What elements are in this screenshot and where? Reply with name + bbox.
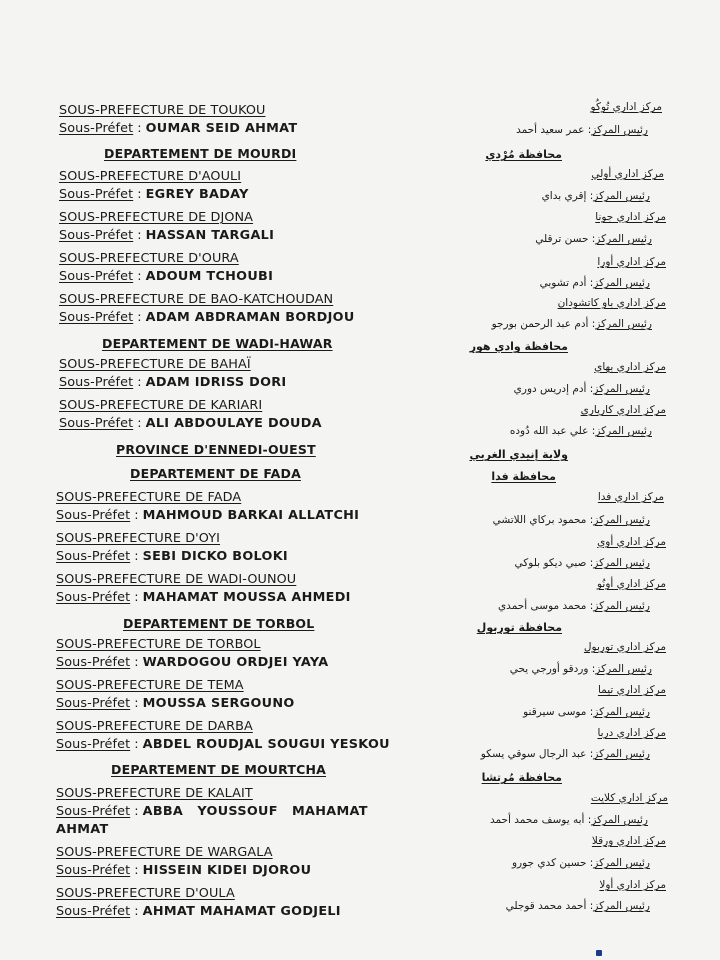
subprefecture-title: SOUS-PREFECTURE D'OULA — [56, 886, 235, 901]
arabic-chief-name: موسى سيرقنو — [523, 706, 587, 718]
arabic-chief-label: رئيس المركز — [595, 318, 652, 330]
arabic-colon: : — [589, 514, 594, 526]
subprefect-label: Sous-Préfet — [56, 863, 131, 878]
arabic-center-line: مركز اداري ورقلا — [591, 835, 666, 847]
arabic-colon: : — [589, 900, 594, 912]
arabic-colon: : — [589, 748, 594, 760]
arabic-chief-name: أبه يوسف محمد أحمد — [489, 814, 585, 826]
arabic-chief-name: صبي ديكو بلوكي — [514, 557, 587, 569]
arabic-heading: محافظة وادي هور — [469, 340, 568, 353]
subprefecture-title: SOUS-PREFECTURE DE WARGALA — [56, 845, 273, 860]
arabic-colon: : — [587, 814, 592, 826]
arabic-chief-label: رئيس المركز — [593, 748, 650, 760]
arabic-heading: محافظة مُرْدي — [485, 148, 562, 161]
colon: : — [137, 121, 142, 136]
arabic-chief-name: حسن ترقلي — [535, 233, 589, 245]
arabic-chief-line — [516, 124, 648, 136]
arabic-chief-line — [512, 857, 650, 869]
department-heading: DEPARTEMENT DE MOURDI — [104, 146, 297, 161]
subprefecture-title: SOUS-PREFECTURE DE TOUKOU — [59, 103, 266, 118]
subprefect-label: Sous-Préfet — [56, 696, 131, 711]
arabic-chief-line — [535, 233, 652, 245]
arabic-chief-line — [514, 383, 650, 395]
arabic-chief-name: إقري بداي — [541, 190, 587, 202]
subprefect-line — [56, 804, 368, 819]
colon: : — [134, 904, 139, 919]
arabic-chief-line — [506, 900, 650, 912]
subprefecture-title: SOUS-PREFECTURE DE KARIARI — [59, 398, 263, 413]
subprefecture-title: SOUS-PREFECTURE DE BAHAÏ — [59, 357, 251, 372]
arabic-chief-name: أدم تشوبي — [539, 277, 587, 289]
arabic-chief-label: رئيس المركز — [595, 233, 652, 245]
arabic-chief-label: رئيس المركز — [593, 277, 650, 289]
subprefect-name: ALI ABDOULAYE DOUDA — [145, 416, 322, 431]
subprefect-name: EGREY BADAY — [145, 187, 249, 202]
subprefect-name: MAHMOUD BARKAI ALLATCHI — [142, 508, 360, 523]
arabic-center-line: مركز اداري كلايت — [590, 792, 668, 804]
subprefecture-title: SOUS-PREFECTURE D'AOULI — [59, 169, 242, 184]
arabic-chief-line — [481, 748, 650, 760]
arabic-chief-label: رئيس المركز — [593, 706, 650, 718]
arabic-colon: : — [589, 600, 594, 612]
arabic-chief-label: رئيس المركز — [593, 600, 650, 612]
subprefect-name: OUMAR SEID AHMAT — [145, 121, 298, 136]
subprefect-label: Sous-Préfet — [56, 549, 131, 564]
subprefect-name: ABDEL ROUDJAL SOUGUI YESKOU — [142, 737, 390, 752]
colon: : — [134, 549, 139, 564]
arabic-chief-line — [523, 706, 650, 718]
subprefect-label: Sous-Préfet — [56, 590, 131, 605]
arabic-heading: محافظة مُرتشا — [481, 771, 562, 784]
arabic-colon: : — [589, 277, 594, 289]
subprefect-label: Sous-Préfet — [59, 228, 134, 243]
subprefect-line — [59, 269, 273, 284]
arabic-colon: : — [591, 425, 596, 437]
subprefecture-title: SOUS-PREFECTURE DE DARBA — [56, 719, 253, 734]
subprefect-name: WARDOGOU ORDJEI YAYA — [142, 655, 329, 670]
arabic-colon: : — [589, 857, 594, 869]
arabic-colon: : — [591, 233, 596, 245]
subprefect-name: ABBA YOUSSOUF MAHAMAT — [142, 804, 368, 819]
arabic-center-line: مركز اداري تُوكُو — [590, 101, 662, 113]
arabic-chief-line — [515, 557, 650, 569]
subprefect-label: Sous-Préfet — [56, 508, 131, 523]
arabic-chief-name: وردقو أورجي يحي — [509, 663, 589, 675]
arabic-center-line: مركز اداري دربا — [597, 727, 666, 739]
subprefecture-title: SOUS-PREFECTURE D'OURA — [59, 251, 239, 266]
arabic-chief-line — [540, 277, 650, 289]
arabic-center-line: مركز اداري فدا — [597, 491, 664, 503]
arabic-center-line: مركز اداري أوي — [597, 536, 666, 548]
colon: : — [134, 863, 139, 878]
subprefect-label: Sous-Préfet — [59, 269, 134, 284]
colon: : — [134, 804, 139, 819]
colon: : — [137, 310, 142, 325]
arabic-chief-line — [493, 514, 650, 526]
arabic-chief-line — [492, 318, 652, 330]
arabic-center-line: مركز اداري أولا — [599, 879, 666, 891]
subprefect-line — [56, 737, 390, 752]
arabic-chief-name: أدم عبد الرحمن بورجو — [491, 318, 589, 330]
subprefect-line — [59, 416, 322, 431]
colon: : — [134, 696, 139, 711]
arabic-center-line: مركز اداري توربول — [583, 641, 666, 653]
subprefecture-title: SOUS-PREFECTURE DE DJONA — [59, 210, 254, 225]
colon: : — [137, 375, 142, 390]
arabic-center-line: مركز اداري باو كاتشودان — [557, 297, 666, 309]
arabic-heading: ولاية إنيدي الغربي — [469, 448, 568, 461]
arabic-chief-name: أدم إدريس دوري — [513, 383, 587, 395]
subprefect-label: Sous-Préfet — [59, 121, 134, 136]
subprefect-line — [56, 696, 295, 711]
arabic-colon: : — [589, 557, 594, 569]
arabic-colon: : — [589, 706, 594, 718]
department-heading: DEPARTEMENT DE FADA — [130, 466, 301, 481]
arabic-chief-label: رئيس المركز — [595, 425, 652, 437]
arabic-chief-label: رئيس المركز — [595, 663, 652, 675]
arabic-colon: : — [591, 663, 596, 675]
subprefect-name: HISSEIN KIDEI DJOROU — [142, 863, 312, 878]
arabic-center-line: مركز اداري كاريارى — [580, 404, 666, 416]
subprefect-name: HASSAN TARGALI — [145, 228, 275, 243]
arabic-chief-name: أحمد محمد قوجلي — [505, 900, 587, 912]
arabic-chief-label: رئيس المركز — [593, 900, 650, 912]
subprefect-name: ADAM ABDRAMAN BORDJOU — [145, 310, 355, 325]
arabic-chief-name: محمود بركاي اللاتشي — [492, 514, 587, 526]
subprefect-label: Sous-Préfet — [59, 375, 134, 390]
subprefect-line — [59, 187, 249, 202]
arabic-colon: : — [587, 124, 592, 136]
department-heading: DEPARTEMENT DE WADI-HAWAR — [102, 336, 333, 351]
colon: : — [137, 269, 142, 284]
subprefecture-title: SOUS-PREFECTURE DE TEMA — [56, 678, 244, 693]
colon: : — [137, 187, 142, 202]
arabic-center-line: مركز اداري بهاي — [594, 361, 666, 373]
subprefect-line — [56, 508, 359, 523]
arabic-center-line: مركز اداري أولي — [591, 168, 664, 180]
arabic-chief-line — [542, 190, 650, 202]
subprefect-line — [56, 904, 341, 919]
arabic-chief-label: رئيس المركز — [593, 383, 650, 395]
subprefect-line — [59, 121, 297, 136]
arabic-center-line: مركز اداري جونا — [595, 211, 666, 223]
subprefect-name: ADAM IDRISS DORI — [145, 375, 287, 390]
arabic-chief-name: عمر سعيد أحمد — [516, 124, 585, 136]
subprefect-name: SEBI DICKO BOLOKI — [142, 549, 288, 564]
colon: : — [134, 590, 139, 605]
department-heading: PROVINCE D'ENNEDI-OUEST — [116, 442, 316, 457]
arabic-chief-label: رئيس المركز — [591, 124, 648, 136]
subprefect-label: Sous-Préfet — [59, 310, 134, 325]
arabic-center-line: مركز اداري أورا — [597, 256, 666, 268]
subprefect-name: ADOUM TCHOUBI — [145, 269, 274, 284]
subprefect-name: AHMAT MAHAMAT GODJELI — [142, 904, 341, 919]
department-heading: DEPARTEMENT DE TORBOL — [123, 616, 315, 631]
subprefect-label: Sous-Préfet — [56, 904, 131, 919]
subprefect-line — [59, 375, 286, 390]
subprefect-line — [56, 863, 311, 878]
arabic-chief-label: رئيس المركز — [593, 557, 650, 569]
arabic-chief-name: عبد الرجال سوقي يسكو — [480, 748, 587, 760]
arabic-chief-name: علي عبد الله دُوده — [509, 425, 589, 437]
arabic-chief-line — [498, 600, 650, 612]
arabic-chief-name: محمد موسى أحمدي — [497, 600, 587, 612]
arabic-center-line: مركز اداري أونُو — [596, 578, 666, 590]
colon: : — [134, 737, 139, 752]
arabic-heading: محافظة فدا — [491, 470, 556, 483]
arabic-chief-line — [510, 425, 652, 437]
subprefect-name: MOUSSA SERGOUNO — [142, 696, 295, 711]
arabic-center-line: مركز اداري تيما — [597, 684, 666, 696]
subprefecture-title: SOUS-PREFECTURE DE KALAIT — [56, 786, 253, 801]
subprefect-name: MAHAMAT MOUSSA AHMEDI — [142, 590, 351, 605]
arabic-colon: : — [589, 383, 594, 395]
subprefect-line — [56, 549, 288, 564]
subprefect-line — [59, 228, 274, 243]
subprefect-line — [56, 655, 328, 670]
subprefecture-title: SOUS-PREFECTURE DE BAO-KATCHOUDAN — [59, 292, 334, 307]
subprefect-label: Sous-Préfet — [56, 737, 131, 752]
arabic-chief-name: حسين كدي جورو — [511, 857, 587, 869]
subprefect-label: Sous-Préfet — [56, 655, 131, 670]
subprefect-line — [59, 310, 355, 325]
subprefect-label: Sous-Préfet — [59, 416, 134, 431]
subprefect-label: Sous-Préfet — [59, 187, 134, 202]
subprefect-line — [56, 590, 351, 605]
arabic-chief-line — [510, 663, 652, 675]
arabic-chief-label: رئيس المركز — [593, 514, 650, 526]
arabic-heading: محافظة توربول — [476, 621, 562, 634]
arabic-chief-label: رئيس المركز — [593, 857, 650, 869]
arabic-chief-label: رئيس المركز — [591, 814, 648, 826]
arabic-colon: : — [591, 318, 596, 330]
department-heading: DEPARTEMENT DE MOURTCHA — [111, 762, 327, 777]
colon: : — [137, 416, 142, 431]
arabic-chief-label: رئيس المركز — [593, 190, 650, 202]
subprefecture-title: SOUS-PREFECTURE DE FADA — [56, 490, 242, 505]
arabic-colon: : — [589, 190, 594, 202]
subprefecture-title: SOUS-PREFECTURE DE TORBOL — [56, 637, 261, 652]
subprefecture-title: SOUS-PREFECTURE DE WADI-OUNOU — [56, 572, 297, 587]
arabic-chief-line — [490, 814, 648, 826]
colon: : — [137, 228, 142, 243]
subprefect-label: Sous-Préfet — [56, 804, 131, 819]
subprefect-name-continued: AHMAT — [56, 822, 109, 837]
subprefecture-title: SOUS-PREFECTURE D'OYI — [56, 531, 221, 546]
colon: : — [134, 655, 139, 670]
bottom-mark — [596, 950, 602, 956]
colon: : — [134, 508, 139, 523]
